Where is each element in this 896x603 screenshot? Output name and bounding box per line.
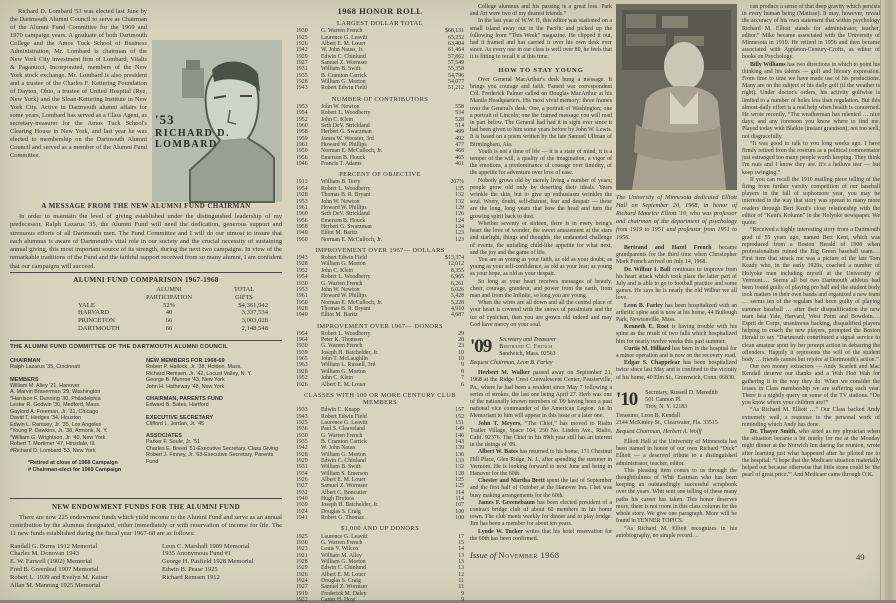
col-header-participation: ALUMNI PARTICIPATION (145, 286, 193, 301)
honor-section-rows (296, 255, 464, 318)
honor-roll-row: 1930 G. Warren French 6,261 (296, 280, 464, 287)
honor-section-1000-and-up (296, 525, 464, 603)
honor-roll-row: 1925 Laurence G. Leavitt 65,252 (296, 34, 464, 41)
honor-roll-row: 1930 G. Warren French 15 (296, 540, 464, 546)
issue-prefix: Issue of (470, 550, 497, 560)
endowment-fund: Leon C. Marshall 1909 Memorial (162, 542, 250, 550)
honor-roll-row: 1961 Howard W. Phillips 5,428 (296, 293, 464, 300)
honor-roll-row: 1927 Samuel Z. Wormser 125 (296, 483, 464, 490)
honor-section-rows (296, 534, 464, 603)
class-09-secretary-name: Bertrand C. French (499, 343, 553, 350)
honor-roll-row: 1930 G. Warren French 146 (296, 432, 464, 439)
paragraph: If you can recall the 1910 mailing piece telling of the firing from further varsity competition of our baseball players in the fall of sophomore year, you may be interested in the way that story was spread to many more readers through Bert Kent's close relationship with the editor of “Kent's Kolumn” in the Holyoke newspaper. We quote: (742, 176, 880, 227)
paragraph: You are as young as your faith, as old as your doubt; as young as your self-confidence, as old as your fear; as young as your hope, as old as your despair. (470, 256, 612, 278)
class-10-officer-line: Troy, N. Y. 12183 (645, 403, 688, 410)
paragraph: Elliott Hall at the University of Minnesota has been named in honor of our own Richard “Dick” Elliott — a deserved tribute to a distinguished administrator, teacher, editor. (616, 439, 737, 467)
honor-roll-row: 1928 William G. Morton 12,012 (296, 261, 464, 268)
class-10-officer-line: Treasurer, Leon B. Kendall (616, 412, 681, 419)
honor-section-heading: PERCENT OF OBJECTIVE (339, 171, 421, 179)
honor-roll-row: 1961 Howard W. Phillips 129 (296, 204, 464, 211)
committee-member: *Harrison F. Dunning '30, Philadelphia (10, 395, 101, 402)
endowment-fund: Edwin B. Pease 1925 (162, 566, 218, 573)
new-members-list (146, 364, 282, 390)
endowment-list-left (10, 543, 160, 590)
honor-roll-row: 1929 Edwin C. Chinlund 133 (296, 458, 464, 465)
endowment-fund: George H. Pasfield 1928 Memorial (162, 558, 254, 566)
honor-roll-row: 1927 Samuel Z. Wormser 57,549 (296, 59, 464, 66)
lombard-article: Richard D. Lombard '53 was elected last June by the Dartmouth Alumni Council to serve as Chairman of the Alumni Fund Committee for the 1969 and 1970 campaign years. A graduate of both Dartmouth College and the Amos Tuck School of Business Administration, Mr. Lombard is chairman of the New York City investment firm of Lombard, Vitalis & Paganucci, Incorporated, members of the New York stock exchange. Mr. Lombard is also president and a trustee of the Charles F. Kettering Foundation of Dayton, Ohio, a trustee of United Hospital (Rye, New York) and the Sloan-Kettering Institute in New York City. Active in Dartmouth alumni affairs for some years, Lombard has served as a Class Agent, as secretary-treasurer for the Amos Tuck School's Clearing House in New York, and last year he was elected to membership on the Dartmouth Alumni Council and served as a member of the Alumni Fund Committee. (10, 8, 147, 159)
class-09-address: Sandwich, Mass. 02563 (499, 350, 556, 357)
honor-roll-row: 1964 Peter K. Thomsen 28 (296, 337, 464, 344)
honor-roll-row: 1958 Herbert G. Swarzman 499 (296, 129, 464, 136)
paragraph: Nobody grows old by merely living a number of years; people grow old only by deserting their ideals. Years wrinkle the skin, but to give up enthusiasm wrinkles the soul. Worry, doubt, self-distrust, fear and despair — these are the long, long years that bow the head and turn the growing spirit back to dust. (470, 177, 612, 220)
honor-roll-row: 1950 Norman E. McCulloch, Jr. 5,228 (296, 299, 464, 306)
table-row: HARVARD 40 3,337,534 (78, 309, 268, 317)
paragraph: This pleasing item comes to us through the thoughtfulness of Whit Eastman who has been keeping an outstandingly successful scrapbook over the years. Whit sent one telling of these many paths his career has taken. This honor deserves more; there is not room in this class column for the whole story. We give one paragraph. More will be found in TENNER TOPICS. (616, 467, 737, 525)
paragraph: “As Richard M. Elliott …” Our Class backed Andy extremely well, a response to the personal work of reminding which Andy has done. (742, 407, 880, 428)
honor-roll-row: 1952 John C. Klein 7 (296, 375, 464, 382)
members-label: MEMBERS (10, 376, 39, 383)
message-heading: A MESSAGE FROM THE NEW ALUMNI FUND CHAIRMAN (41, 202, 251, 210)
paragraph: “It was good to talk to you long weeks ago. I have firmly retired from the rostrum as a political commentator just estranged too many people worth keeping. They think I'm nuts and I know they are. It's a helluva tear — but keep swinging.” (742, 140, 880, 176)
honor-section-heading: CLASSES WITH 100 OR MORE CENTURY CLUB MEMBERS (304, 391, 456, 407)
honor-roll-row: 1928 William G. Morton 8 (296, 368, 464, 375)
chairman-label: CHAIRMAN (10, 358, 41, 364)
honor-roll-row: 1961 Howard W. Phillips 477 (296, 141, 464, 148)
honor-roll-row: 1923 Louis V. Wilcox 14 (296, 546, 464, 553)
committee-member: John H. Hatheway '48, New York (146, 383, 225, 390)
honor-roll-row: 1960 Seth DeV. Strickland 126 (296, 211, 464, 218)
column-five (742, 4, 880, 560)
honor-section-number-of-contributors (296, 96, 464, 168)
committee-member: Parker F. Soule, Jr. '51 (146, 439, 201, 445)
honor-roll-row: 1942 W. John Nauss 139 (296, 445, 464, 452)
endowment-fund: Richard Remsen 1912 (162, 573, 220, 581)
honor-section-heading: LARGEST DOLLAR TOTAL (337, 20, 423, 27)
class-09-numeral: '09 (470, 335, 492, 357)
honor-section-heading: NUMBER OF CONTRIBUTORS (331, 95, 429, 103)
crest-icon (182, 68, 204, 98)
endowment-fund: Robert L. 1939 and Evelyn M. Kaiser (10, 573, 109, 581)
class-10-officer-line: 2144 McKinley St., Clearwater, Fla. 33515 (616, 419, 718, 426)
class-10-numeral: '10 (616, 388, 638, 410)
paragraph: Billy Williams has two directions in which to point his thinking and his talents — golf and literary expression. From time to time we have made use of his productions. Many are on the subject of his daily golf (if the weather is right). Under doctor's orders, his activity golfwise is limited to a number of holes less than regulation. But this almost-daily effort is a real help when health is concerned. He wrote recently, “The weatherman has relented … nice days; and any forenoon you know where to find me. Played today with Blaikie (instant grandson); not too well, not disgracefully. (742, 61, 880, 140)
honor-roll-row: 1954 Robert L. Woodberry 534 (296, 110, 464, 117)
parents-fund-lines (146, 402, 282, 409)
paragraph: Kenneth E. Root is having trouble with his spine as the result of two falls which hospitalized him for nearly twelve weeks this past summer. (616, 324, 737, 345)
honor-roll-row: 1942 W. John Nauss, Jr. 61,464 (296, 47, 464, 54)
committee-line: Edward B. Bates, Hartford (146, 402, 209, 408)
committee-member: *Young P. Dawkins, Jr. '38, Armonk, N. Y. (10, 428, 108, 434)
col5-paragraphs (742, 4, 880, 479)
honor-roll-row: 1954 Robert L. Woodberry 135 (296, 185, 464, 192)
paragraph: Youth is not a time of life — it is a state of mind, it is a temper of the will, a quality of the imagination, a vigor of the emotions, a predominance of courage over timidity, of the appetite for adventure over love of ease. (470, 148, 612, 177)
committee-member: Robert P. Hallock, Jr. '38, Holden, Mass. (146, 364, 242, 370)
col4-paragraphs (616, 245, 737, 382)
committee-member: *William G. Wrightson, Jr. '40, New York (10, 434, 106, 441)
honor-roll-row: 1960 Seth DeV. Strickland 514 (296, 122, 464, 129)
class-09-bequest-chairman: Bequest Chairman, Leon B. Farley (470, 359, 553, 366)
honor-roll-row: 1946 Francis T. Adams 461 (296, 160, 464, 167)
endowment-fund: 1935 Anonymous Fund #1 (162, 550, 232, 558)
class-09-role: Secretary and Treasurer (499, 336, 557, 343)
honor-section-rows (296, 331, 464, 388)
endowment-fund: Fred B. Greenleaf 1907 Memorial (10, 566, 99, 573)
honor-roll-row: 1928 Thomas B. R. Bryant 132 (296, 192, 464, 199)
honor-roll-row: 1926 Albert E. M. Louer 6 (296, 381, 464, 388)
endowment-fund: Allan M. Manning 1925 Memorial (10, 581, 101, 589)
honor-roll-row: 1954 Robert L. Woodberry 29 (296, 330, 464, 337)
issue-footer (470, 550, 559, 560)
honor-roll-row: 1940 Hugh Dryfoos 114 (296, 496, 464, 503)
honor-section-heading: IMPROVEMENT OVER 1967— DOLLARS (315, 246, 445, 254)
honor-roll-row: 1949 Elliot M. Baritz 123 (296, 230, 464, 237)
honor-roll-row: 1931 William B. Swift 132 (296, 464, 464, 471)
portrait-name-line2: LOMBARD (155, 139, 218, 150)
col3-class09-paragraphs (470, 370, 612, 543)
honor-section-heading: $1,000 AND UP DONORS (340, 525, 420, 533)
honor-roll-row: 1936 Paul S. Cleaveland 149 (296, 426, 464, 433)
honor-roll-row: 1925 Laurence G. Leavitt 17 (296, 533, 464, 540)
honor-roll-row: 1927 Samuel Z. Wormser 11 (296, 584, 464, 591)
honor-roll-row: 1959 James W. Wooster, 3rd 492 (296, 135, 464, 142)
endowment-list-right (162, 543, 282, 582)
honor-section-largest-dollar-total (296, 20, 464, 92)
lombard-portrait (152, 40, 282, 202)
class-notes-09-header (470, 337, 612, 358)
class-10-officer-line: Secretary, Russell D. Meredith (645, 389, 718, 396)
parents-fund-label: CHAIRMAN, PARENTS FUND (146, 396, 223, 402)
paragraph: Albert W. Bates has returned to his home, 171 Chestnut Hill Place, Glen Ridge, N. J., after spending the summer in Vermont. He is looking forward to next June and being in Hanover for the 60th. (470, 449, 612, 477)
table-row: DARTMOUTH 66 2,148,548 (78, 324, 268, 332)
paragraph: “As Richard M. Elliott recognizes in his autobiography, no simple record… (616, 525, 737, 539)
honor-roll-row: 1939 Joseph H. Batchelder, Jr. 107 (296, 502, 464, 509)
honor-roll-row: 1926 Albert E. M. Louer 12 (296, 571, 464, 578)
col3-poem-paragraphs (470, 77, 612, 329)
paragraph: Curtis M. Hilliard has been in the hospital for a minor operation and is now on the recovery road. (616, 345, 738, 360)
honor-roll-row: 1950 Norman E. McCulloch, Jr. 468 (296, 148, 464, 155)
honor-roll-row: 1943 Robert Edwin Field $13,374 (296, 255, 464, 262)
honor-roll-row: 1954 Robert L. Woodberry 6,965 (296, 274, 464, 281)
table-title: ALUMNI FUND COMPARISON 1967-1968 (73, 276, 219, 284)
honor-roll-row: 1958 Herbert G. Swarzman 124 (296, 223, 464, 230)
paragraph: Edgar S. Chappelear has been hospitalized twice since last May and is confined to the vicinity of his home, 40 Elm St., Greenwich, Conn. 06830. (616, 360, 737, 381)
honor-roll-row: 1913 William B. Terry 207% (296, 179, 464, 186)
portrait-name-line1: RICHARD D. (155, 128, 230, 139)
paragraph: Herbert M. Walker passed away on September 21, 1968 at the Ridge Crest Convalescent Center, Feasterville, Pa., where he had been a resident since May 7 following a series of strokes, the last one being April 27. Herb was one of the nationally known members of '09 having been a past national vice commander of the American Legion. An In Memoriam to him will appear in this issue or a later one. (470, 370, 612, 420)
endowment-fund: Charles M. Donovan 1943 (10, 550, 79, 558)
honor-roll-row: 1943 Robert Edwin Field 152 (296, 413, 464, 420)
honor-roll-row: 1949 Elliot M. Baritz 4,687 (296, 312, 464, 319)
how-to-stay-young-heading: HOW TO STAY YOUNG (498, 66, 584, 74)
honor-section-heading: IMPROVEMENT OVER 1967— DONORS (317, 322, 443, 330)
paragraph: In the last year of W.W. II, this editor was stationed on a small island away out in the Pacific and picked up the following from “This Week” magazine. He clipped it out, had it framed and has carried it over his own desk ever since. As every one in our class is well over 80, he feels that it is fitting to recall it at this time. (470, 18, 612, 61)
endowment-section (10, 498, 282, 593)
members-list (10, 383, 140, 455)
honor-roll-row: 1928 William G. Morton 136 (296, 451, 464, 458)
elliott-photo (616, 4, 737, 190)
page-edge-shadow (880, 0, 896, 600)
honor-roll-row: 1939 Joseph H. Batchelder, Jr. 10 (296, 349, 464, 356)
honor-roll-row: 1925 Laurence G. Leavitt 151 (296, 419, 464, 426)
honor-section-rows (296, 179, 464, 242)
committee-left-column (10, 358, 140, 473)
honor-roll-row: 1965 John T. McLaughlin 10 (296, 356, 464, 363)
paragraph: Leon B. Farley has been hospitalized with an arthritic spine and is now at his home, 44 Bullough Park, Newtonville, Mass. (616, 302, 737, 324)
honor-roll-row: 1931 William B. Swift 55,358 (296, 66, 464, 73)
paragraph: Dr. Thayer Smith, who acted as my physician when the situation became a bit murky for me at the Monday night dinner at the Norwich Inn during the reunion, wrote after learning just what happened after he piloted me to the hospital: “I hope that the Medicare situation materially helped out because otherwise that little stone could be 'the pearl of great price.'” And Medicare came through O.K. (742, 428, 880, 479)
table-header-row (10, 284, 282, 302)
paragraph: Our two money extractors — Andy Scarlett and Mac Kendall deserve our thanks and a Wah Hoo Wah for gathering it in the way they do. When we consider the losses in Class membership we are suffering each year. There is a nightly query on some of the TV stations. “Do you know where your children are?” (742, 364, 880, 407)
paragraph: Chester and Martha Brett spent the last of September and the first half of October at the Hanover Inn. Chet was busy making arrangements for the 60th. (470, 478, 612, 499)
honor-roll-row: 1934 William S. Emerson 128 (296, 470, 464, 477)
honor-roll-row: 1953 John W. Newton 558 (296, 103, 464, 110)
honor-roll-row: 1919 Frederick M. Daley 9 (296, 590, 464, 597)
footnote: *Retired at close of 1968 Campaign (28, 460, 118, 466)
honor-roll-row: 1935 B. Cramton Carrick 143 (296, 438, 464, 445)
honor-section-rows (296, 104, 464, 167)
honor-roll-column (296, 6, 464, 603)
new-members-label: NEW MEMBERS FOR 1968-69 (146, 358, 225, 364)
endowment-fund: E. W. Farwell (1902) Memorial (10, 558, 92, 566)
honor-roll-row: 1921 William M. Alley 13 (296, 552, 464, 559)
committee-member: William M. Alley '21, Hanover (10, 382, 80, 389)
honor-roll-row: 1924 Douglas S. Craig 11 (296, 578, 464, 585)
honor-roll-row: 1924 Douglas S. Craig 100 (296, 508, 464, 515)
honor-roll-row: 1928 William G. Morton 54,077 (296, 78, 464, 85)
class-09-officers (491, 337, 556, 358)
class-notes-10-header (616, 390, 737, 411)
committee-member: Lester R. Godwin '30, Medford, Mass. (10, 402, 101, 408)
col4-class10-paragraphs (616, 439, 737, 540)
paragraph: When the wires are all down and all the central place of your heart is covered with the snows of pessimism and the ice of cynicism, then you are grown old indeed and may God have mercy on your soul. (470, 300, 612, 328)
committee-member: Edwin L. Ramsey, Jr. '35, Los Angeles (10, 421, 102, 428)
photo-caption: The University of Minnesota dedicated Elliott Hall on September 20, 1968, in honor of Richard Maurice Elliott '10, who was professor and chairman of the department of psychology from 1919 to 1951 and professor from 1951 to 1956. (616, 194, 737, 241)
page-edge-line (880, 0, 881, 600)
honor-roll-row: 1953 John W. Newton 6,026 (296, 286, 464, 293)
class-year-label: '53 (155, 112, 175, 127)
exec-secretary-label: EXECUTIVE SECRETARY (146, 414, 214, 421)
committee-member: A. Marvin Braverman '29, Washington (10, 389, 101, 395)
honor-roll-row: 1930 G. Warren French 23 (296, 343, 464, 350)
committee-member: Robert T. Mortimer '47, Hinsdale, Ill. (10, 441, 96, 447)
honor-roll-row: 1956 Emerson B. Houck 465 (296, 154, 464, 161)
exec-secretary-lines (146, 421, 282, 428)
honor-roll-row: 1926 Albert E. M. Louer 125 (296, 477, 464, 484)
committee-member: David T. Hedges '34, Houston (10, 415, 82, 421)
chairman-lines (10, 364, 140, 371)
paragraph: can produce a sense of that deep gravity which persists in every human being (Matisse). It may, however, reveal the accuracy of his own statement that within psychology Richard M. Elliott stands for administrator, teacher, editor.” Mike became associated with the University of Minnesota in 1919. He retired in 1956 and then became associated with Appleton-Century-Crofts, as editor of books on Psychology. (742, 4, 880, 61)
honor-roll-row: 1928 Thomas B. R. Bryant 4,910 (296, 305, 464, 312)
honor-roll-row: 1953 John W. Newton 132 (296, 198, 464, 205)
issue-date: November 1968 (498, 550, 560, 560)
paragraph: So long as your heart receives messages of beauty, cheer, courage, grandeur, and power from the earth, from man and from the Infinite, so long you are young. (470, 278, 612, 299)
class-10-officer-line: 501 Cannon Pl. (645, 396, 682, 403)
portrait-label (155, 112, 230, 150)
endowment-heading: NEW ENDOWMENT FUNDS FOR THE ALUMNI FUND (52, 503, 240, 511)
committee-line: Ralph Lazarus '35, Cincinnati (10, 364, 80, 370)
honor-roll-row: 1943 Robert Edwin Field 51,212 (296, 85, 464, 92)
honor-section-improvement-dollars (296, 247, 464, 319)
paragraph: Bertrand and Hazel French became grandparents for the third time when Christopher Mark French arrived on July 14, 1968. (616, 245, 737, 266)
honor-roll-row: 1956 Emerson B. Houck 124 (296, 217, 464, 224)
footnote: # Chairman-elect for 1969 Campaign (28, 466, 122, 473)
endowment-intro: There are now 225 endowment funds which yield income to the Alumni Fund and serve as an annual contribution by the alumnus designated, either immediately or with reservation of income for life. The 11 new funds established during the fiscal year 1967-68 are as follows: (10, 514, 282, 538)
table-row: YALE 52% $4,361,942 (78, 301, 268, 309)
paragraph: “Received a highly interesting story from a Dartmouth grad of 55 years ago, named Bert Kent, which was reproduced from a Boston Herald of 1908 when professionalism ruined the Big Green baseball team.… First item that struck me was a picture of the late Tom Keady who, in the early 1920s, coached a number of Holyoke men including myself at the University of Vermont.… Seems all but two Dartmouth athletes had been found guilty of playing pro ball and the student body took matters in their own hands and organized a new team … seems ten of the regulars had been guilty of playing summer baseball … after their disqualification the new team beat Yale, Harvard, West Point and Bowdoin.… Esprit de Corps, unanimous backing, disqualified players helping to coach the new players, prompted the Boston Herald to say “Dartmouth contributed a signal service to clean amateur sport by her prompt action in debarring the offenders. Happily it represents the will of the student body … friends cannot but rejoice at Dartmouth's action.” (742, 227, 880, 363)
committee-member: Robert J. Finney, Jr. '63-Executive Secretary, Parents Fund (146, 452, 274, 465)
class-10-treasurer (616, 413, 737, 427)
class-10-secretary (637, 390, 717, 411)
table-row: PRINCETON 66 3,003,028 (78, 317, 268, 325)
honor-roll-row: 1926 Albert E. M. Louer 63,404 (296, 40, 464, 47)
committee-member: #Richard D. Lombard '53, New York (10, 447, 96, 454)
honor-section-century-club (296, 392, 464, 522)
committee-member: Charles E. Breed '51-Executive Secretary, Class Giving (146, 445, 279, 452)
honor-roll-row: 1932 Albert C. Boncutter 114 (296, 489, 464, 496)
endowment-fund: Randall G. Burns 1912 Memorial (10, 542, 98, 550)
committee-member: George B. Munroe '43, New York (146, 377, 225, 383)
honor-section-rows (296, 407, 464, 521)
committee-member: Richard Remsen, Jr. '42, Locust Valley, N. Y. (146, 370, 252, 377)
paragraph: Dr. Wilbur I. Ball continues to improve from his heart attack which took place the latter part of July and is able to go to football practice and some games. He says he is nearly the old Wilbur we all love. (616, 266, 737, 302)
honor-roll-row: 1922 Carter H. Hoyt 9 (296, 597, 464, 603)
paragraph: Lynde W. Tucker writes that his hotel reservation for the 60th has been confirmed. (470, 528, 612, 542)
honor-roll-row: 1952 John C. Klein 8,355 (296, 267, 464, 274)
honor-roll-row: 1935 B. Cramton Carrick 54,796 (296, 72, 464, 79)
honor-roll-row: 1928 William G. Morton 13 (296, 559, 464, 566)
honor-roll-row: 1933 Edwin C. Knapp 157 (296, 407, 464, 414)
committee-footnotes (10, 460, 140, 473)
column-three (470, 4, 612, 564)
honor-section-rows (296, 28, 464, 91)
paragraph: John T. Meyers, “The Chief,” has moved to Rialto Trailer Village, Space 104, 250 No. Linden Ave., Rialto, Calif. 92376. The Chief in his 89th year still has an interest in the doings of '09. (470, 420, 612, 449)
honor-roll-row: 1952 John C. Klein 528 (296, 116, 464, 123)
committee-section (10, 340, 282, 473)
honor-roll-row: 1963 William L. Russell, 3rd 9 (296, 362, 464, 369)
honor-roll-row: 1941 Robert G. Thomas 100 (296, 515, 464, 522)
associates-label: ASSOCIATES (146, 433, 182, 439)
committee-member: Gaylord A. Freeman, Jr. '31, Chicago (10, 408, 99, 415)
col-header-gifts: TOTAL GIFTS (233, 286, 255, 301)
table-rows (10, 302, 282, 333)
committee-heading: THE ALUMNI FUND COMMITTEE OF THE DARTMOUTH ALUMNI COUNCIL (10, 344, 229, 350)
fund-comparison-table (10, 272, 282, 333)
honor-roll-row: 1929 Edwin C. Chinlund 13 (296, 565, 464, 572)
paragraph: Whether seventy or sixteen, there is in every being's heart the love of wonder, the sweet amazement at the stars and starlight, things and thoughts, the undaunted challenge of events, the unfailing child-like appetite for what next, and the joy and the game of life. (470, 220, 612, 256)
paragraph: James F. Greenebaum has been elected president of a contract bridge club of about 60 members in his home town. The club meets weekly for dinner and to play bridge. Jim has been a member for about ten years. (470, 499, 612, 528)
honor-roll-row: 1950 Norman E. McCulloch, Jr. 123 (296, 236, 464, 243)
paragraph: Over General MacArthur's desk hung a message. It brings you courage and faith. Famed war correspondent Col. Frederick Palmer called on Douglas MacArthur at his Manila Headquarters. His most vivid memory: three frames over the General's desk. One, a portrait of Washington; one a portrait of Lincoln; one the framed message you will read in part below. The General had had it in sight ever since it had been given to him some years before by John W. Lewis. It is based on a poem written by the late Samuel Ullman of Birmingham, Ala. (470, 76, 612, 148)
paragraph: College alumnus and his passing is a great loss. Park and Art were two of my dearest friends.” (470, 4, 612, 18)
column-four (616, 4, 737, 596)
committee-right-column (146, 358, 282, 465)
committee-line: Clifford L. Jordan, Jr. '45 (146, 420, 205, 427)
associates-list (146, 439, 282, 465)
honor-section-percent-of-objective (296, 171, 464, 243)
honor-section-improvement-donors (296, 323, 464, 388)
honor-roll-title: 1968 HONOR ROLL (337, 6, 423, 16)
class-10-bequest-chairman: Bequest Chairman, Herbert A. Wolff (616, 428, 702, 435)
honor-roll-row: 1929 Edwin C. Chinlund 57,862 (296, 53, 464, 60)
honor-roll-row: 1930 G. Warren French $68,131 (296, 28, 464, 35)
page-number: 49 (856, 552, 865, 562)
message-body: In order to maintain the level of giving established under the distinguished leadership of my predecessor, Ralph Lazarus '35, the Alumni Fund will need the dedication, generous support and strenuous efforts of all Dartmouth men. The Fund Committee and I will do our utmost to insure that each alumnus is aware of Dartmouth's vital role in our society and the crucial necessity of sustaining annual giving, this most important source of its strength, during the next two campaigns. In view of the remarkable traditions of the Fund and the faithful support received from so many alumni, I am confident that our campaigns will succeed. (10, 213, 282, 270)
col3-top-paragraphs (470, 4, 612, 62)
